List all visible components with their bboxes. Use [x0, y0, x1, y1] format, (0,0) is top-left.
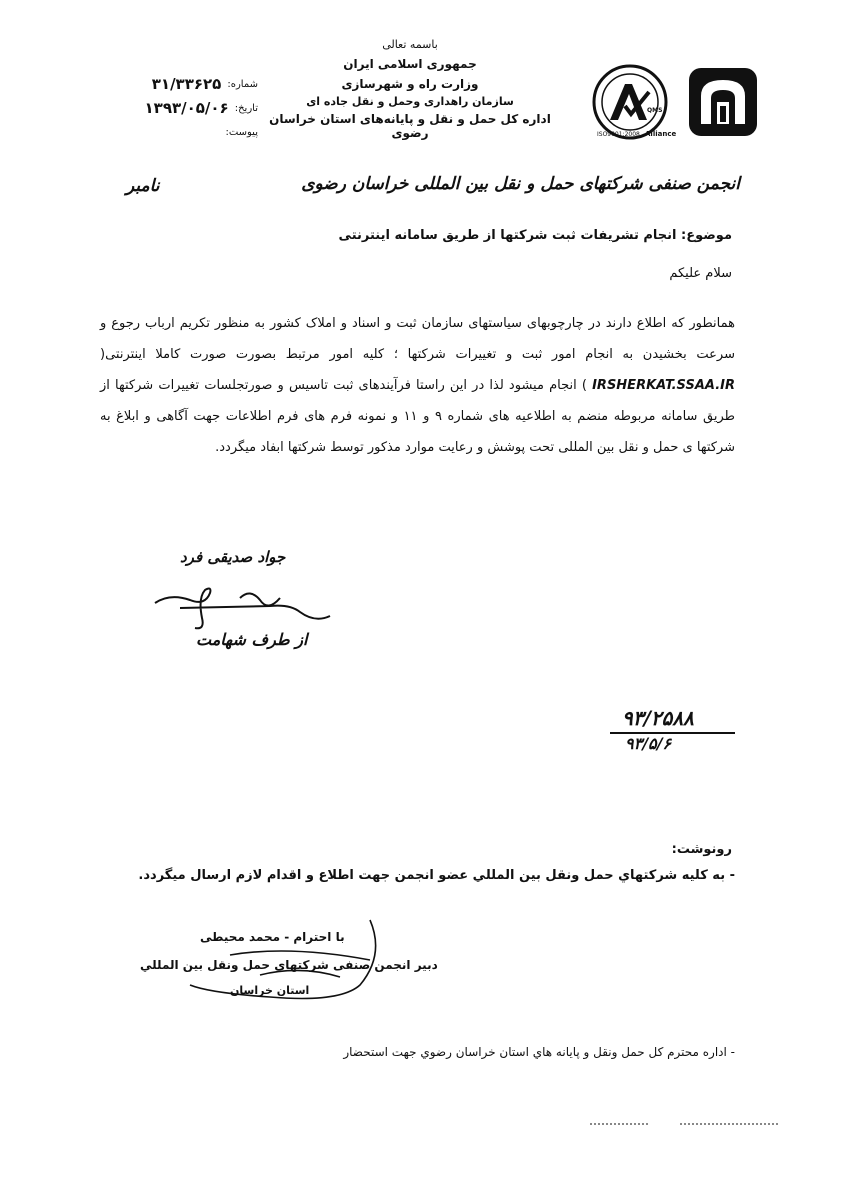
- iso-label: ISO9001:2008: [597, 131, 640, 138]
- iso-certification-logo: [585, 62, 675, 142]
- header-logos: [585, 62, 765, 138]
- letterhead-country: جمهوری اسلامی ایران: [343, 57, 477, 71]
- letter-body: [100, 308, 735, 463]
- letterhead: [250, 38, 570, 140]
- letter-subject: موضوع: انجام تشریفات ثبت شرکتها از طریق سامانه اینترنتی: [338, 228, 732, 243]
- road-transport-organization-logo: [687, 66, 759, 138]
- signature-scribble: [150, 578, 350, 638]
- attachment-label: پیوست:: [225, 126, 258, 138]
- closing-regards: با احترام - محمد محیطی: [200, 930, 345, 944]
- signer-name-handwritten: جواد صدیقی فرد: [180, 548, 286, 566]
- signer-province: استان خراسان: [230, 984, 310, 997]
- footer-dotted-line: [590, 1122, 790, 1126]
- number-value: ۳۱/۳۳۶۲۵: [151, 75, 222, 93]
- body-part2: ) انجام میشود لذا در این راستا فرآیندهای ثبت تاسیس و صورتجلسات تغییرات شرکتها از طریق سامانه مربوطه منضم به اطلاعیه های شماره ۹ و ۱۱ و نمونه فرم های فرم اطلاعات جهت آگاهی و ابلاغ به شرکتها ی حمل و نقل بین المللی تحت پوشش و رعایت موارد مذکور توسط شرکتها ابفاد میگردد.: [100, 378, 736, 455]
- copies-line-members: - به کلیه شرکتهاي حمل ونقل بین المللي عضو انجمن جهت اطلاع و اقدام لازم ارسال میگردد.: [138, 868, 735, 883]
- alliance-label: Alliance: [645, 130, 677, 138]
- handwritten-note: نامبر: [126, 176, 160, 196]
- qms-label: QMS: [647, 107, 663, 114]
- meta-number-row: [98, 72, 258, 96]
- letterhead-department: اداره کل حمل و نقل و پایانه‌های استان خراسان رضوی: [269, 112, 551, 140]
- letter-meta: [98, 72, 258, 144]
- addressee: انجمن صنفی شرکتهای حمل و نقل بین المللی خراسان رضوی: [301, 174, 740, 194]
- registration-date: ۹۳/۵/۶: [625, 734, 672, 753]
- letterhead-ministry: وزارت راه و شهرسازی: [341, 77, 479, 91]
- body-part1: همانطور که اطلاع دارند در چارچوبهای سیاستهای سازمان ثبت و اسناد و املاک کشور به منظور تکریم ارباب رجوع و سرعت بخشیدن به انجام امور ثبت و تغییرات شرکتها ؛ کلیه امور مرتبط بصورت صورت کاملا اینترنتی(: [100, 316, 735, 362]
- signer-title: دبیر انجمن صنفی شرکتهاي حمل ونقل بین المللي: [140, 958, 438, 972]
- date-value: ۱۳۹۳/۰۵/۰۶: [144, 99, 229, 117]
- copies-label: رونوشت:: [671, 842, 732, 857]
- letterhead-organization: سازمان راهداری وحمل و نقل جاده ای: [306, 95, 514, 108]
- meta-date-row: [98, 96, 258, 120]
- number-label: شماره:: [227, 78, 258, 90]
- on-behalf-handwritten: از طرف شهامت: [196, 630, 308, 649]
- letterhead-invocation: باسمه تعالی: [382, 38, 438, 51]
- meta-attachment-row: [98, 120, 258, 144]
- letter-greeting: سلام علیکم: [669, 266, 732, 281]
- date-label: تاریخ:: [234, 102, 258, 114]
- body-url: IRSHERKAT.SSAA.IR: [592, 378, 735, 393]
- copies-line-department: - اداره محترم کل حمل ونقل و پایانه هاي استان خراسان رضوي جهت استحضار: [343, 1045, 735, 1059]
- registration-number: ۹۳/۲۵۸۸: [622, 706, 694, 730]
